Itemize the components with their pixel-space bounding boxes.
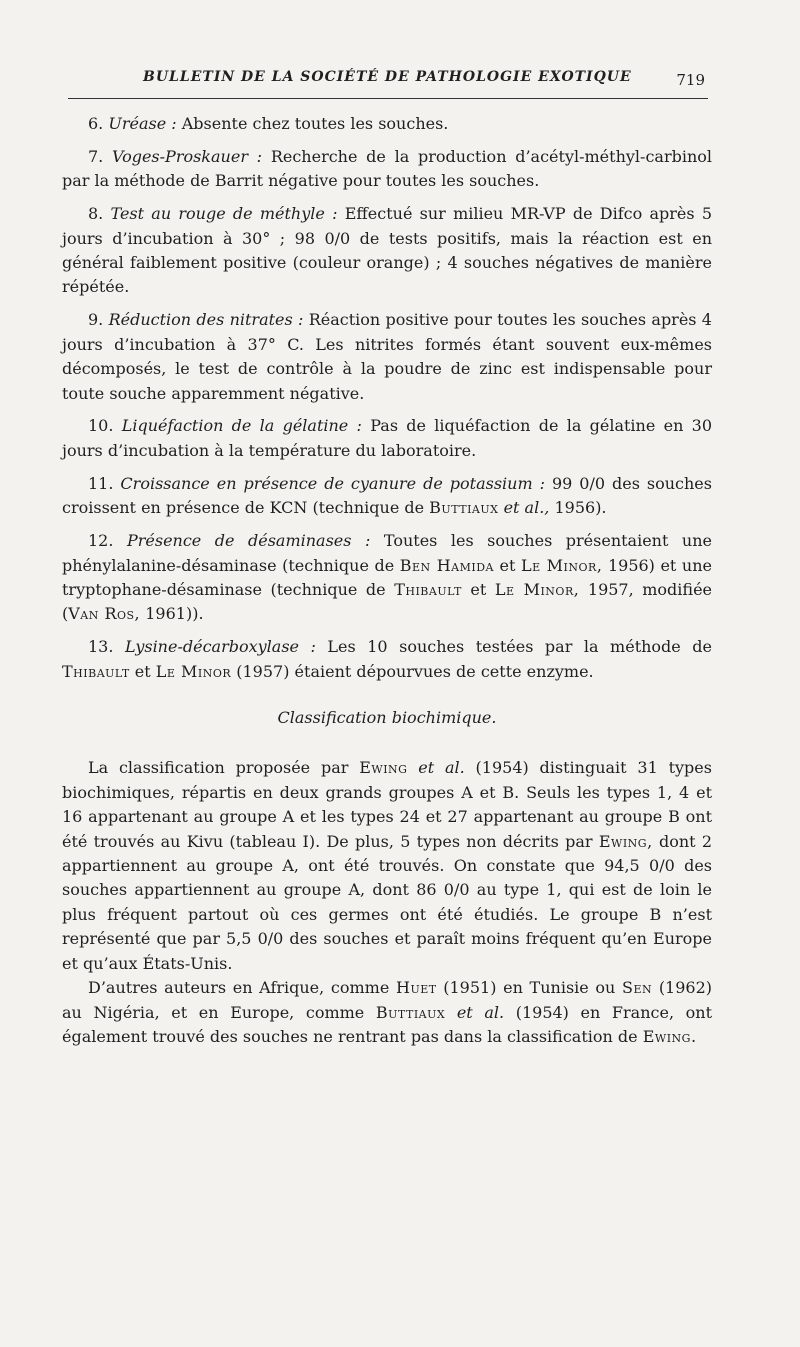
author-name: Buttiaux xyxy=(375,1002,446,1022)
list-item xyxy=(62,472,712,521)
item-number: 8. xyxy=(88,204,104,224)
item-text: Réaction positive pour toutes les souches après 4 jours d’incubation à 37° C. Les nitrites formés étant souvent eux-mêmes décomposés, le test de contrôle à la poudre de zinc est indispensable pour toute souche apparemment négative. xyxy=(62,310,712,403)
paragraph xyxy=(62,976,712,1049)
article-body xyxy=(62,112,712,1049)
paragraph-text: La classification proposée par xyxy=(88,758,349,778)
journal-title: BULLETIN DE LA SOCIÉTÉ DE PATHOLOGIE EXOTIQUE xyxy=(143,69,632,85)
list-item xyxy=(62,308,712,406)
item-text: et xyxy=(470,579,487,599)
item-title: Croissance en présence de cyanure de potassium : xyxy=(120,473,545,493)
item-text: Toutes les souches présentaient une phénylalanine-désaminase (technique de xyxy=(62,531,712,575)
section-heading: Classification biochimique. xyxy=(277,708,497,728)
running-header xyxy=(68,64,708,99)
item-number: 13. xyxy=(88,637,114,657)
paragraph-text: (1954) distinguait 31 types biochimiques, répartis en deux grands groupes A et B. Seuls les types 1, 4 et 16 appartenant au groupe A et les types 24 et 27 appartenant au groupe B ont été trouvés au Kivu (tableau I). De plus, 5 types non décrits par xyxy=(62,758,712,851)
list-item xyxy=(62,635,712,684)
item-text: 1957, modifiée ( xyxy=(62,579,713,624)
item-number: 11. xyxy=(88,473,114,493)
item-text: Pas de liquéfaction de la gélatine en 30 jours d’incubation à la température du laboratoire. xyxy=(62,416,713,460)
item-number: 10. xyxy=(88,416,114,436)
item-text: Les 10 souches testées par la méthode de xyxy=(327,637,712,657)
item-title: Voges-Proskauer : xyxy=(112,146,263,166)
list-item xyxy=(62,112,712,136)
list-item xyxy=(62,145,712,194)
list-item xyxy=(62,414,712,463)
item-text: 99 0/0 des souches croissent en présence de KCN (technique de xyxy=(62,473,712,518)
author-name: Ben Hamida xyxy=(399,555,494,575)
item-number: 9. xyxy=(88,310,104,330)
paragraph-text: (1954) en France, ont également trouvé des souches ne rentrant pas dans la classification de xyxy=(62,1002,713,1046)
author-name: Le Minor xyxy=(155,661,232,681)
item-title: Lysine-décarboxylase : xyxy=(124,637,316,657)
item-text: 1961)). xyxy=(145,604,204,624)
item-text: et xyxy=(499,555,516,575)
author-name: Van Ros, xyxy=(68,604,141,624)
author-name: Buttiaux xyxy=(429,498,499,518)
item-text: Recherche de la production d’acétyl-méthyl-carbinol par la méthode de Barrit négative pour toutes les souches. xyxy=(62,146,713,191)
author-name: Ewing, xyxy=(598,831,653,851)
list-item xyxy=(62,202,712,300)
item-text: 1956). xyxy=(554,498,607,518)
author-name: Sen xyxy=(622,978,653,998)
item-title: Test au rouge de méthyle : xyxy=(110,204,338,224)
author-name: Le Minor, xyxy=(494,579,580,599)
et-al: et al., xyxy=(503,498,550,518)
page-number: 719 xyxy=(676,71,705,89)
paragraph-text: D’autres auteurs en Afrique, comme xyxy=(88,978,390,998)
item-title: Uréase : xyxy=(108,114,177,133)
item-number: 12. xyxy=(88,531,114,551)
author-name: Ewing xyxy=(359,758,408,778)
et-al: et al. xyxy=(456,1002,505,1022)
item-text: et xyxy=(134,661,151,681)
item-number: 7. xyxy=(88,146,104,166)
author-name: Le Minor, xyxy=(520,555,603,575)
et-al: et al. xyxy=(418,758,465,778)
item-text: Effectué sur milieu MR-VP de Difco après 5 jours d’incubation à 30° ; 98 0/0 de tests positifs, mais la réaction est en général faiblement positive (couleur orange) ; 4 souches négatives de manière répétée. xyxy=(62,204,713,297)
item-text: (1957) étaient dépourvues de cette enzyme. xyxy=(236,661,594,681)
item-text: Absente chez toutes les souches. xyxy=(181,114,449,133)
author-name: Thibault xyxy=(394,579,462,599)
paragraph-text: (1962) au Nigéria, et en Europe, comme xyxy=(62,978,713,1022)
author-name: Ewing. xyxy=(642,1026,697,1046)
paragraph xyxy=(62,756,712,976)
paragraph-text: dont 2 appartiennent au groupe A, ont été trouvés. On constate que 94,5 0/0 des souches appartiennent au groupe A, dont 86 0/0 au type 1, qui est de loin le plus fréquent partout où ces germes ont été étudiés. Le groupe B n’est représenté que par 5,5 0/0 des souches et paraît moins fréquent qu’en Europe et qu’aux États-Unis. xyxy=(62,831,713,973)
list-item xyxy=(62,529,712,627)
item-title: Liquéfaction de la gélatine : xyxy=(121,416,362,436)
author-name: Huet xyxy=(395,978,437,998)
item-number: 6. xyxy=(88,114,104,133)
author-name: Thibault xyxy=(62,661,130,681)
item-text: 1956) et une tryptophane-désaminase (technique de xyxy=(62,555,712,599)
item-title: Présence de désaminases : xyxy=(126,531,371,551)
paragraph-text: (1951) en Tunisie ou xyxy=(443,978,616,998)
item-title: Réduction des nitrates : xyxy=(108,310,304,330)
